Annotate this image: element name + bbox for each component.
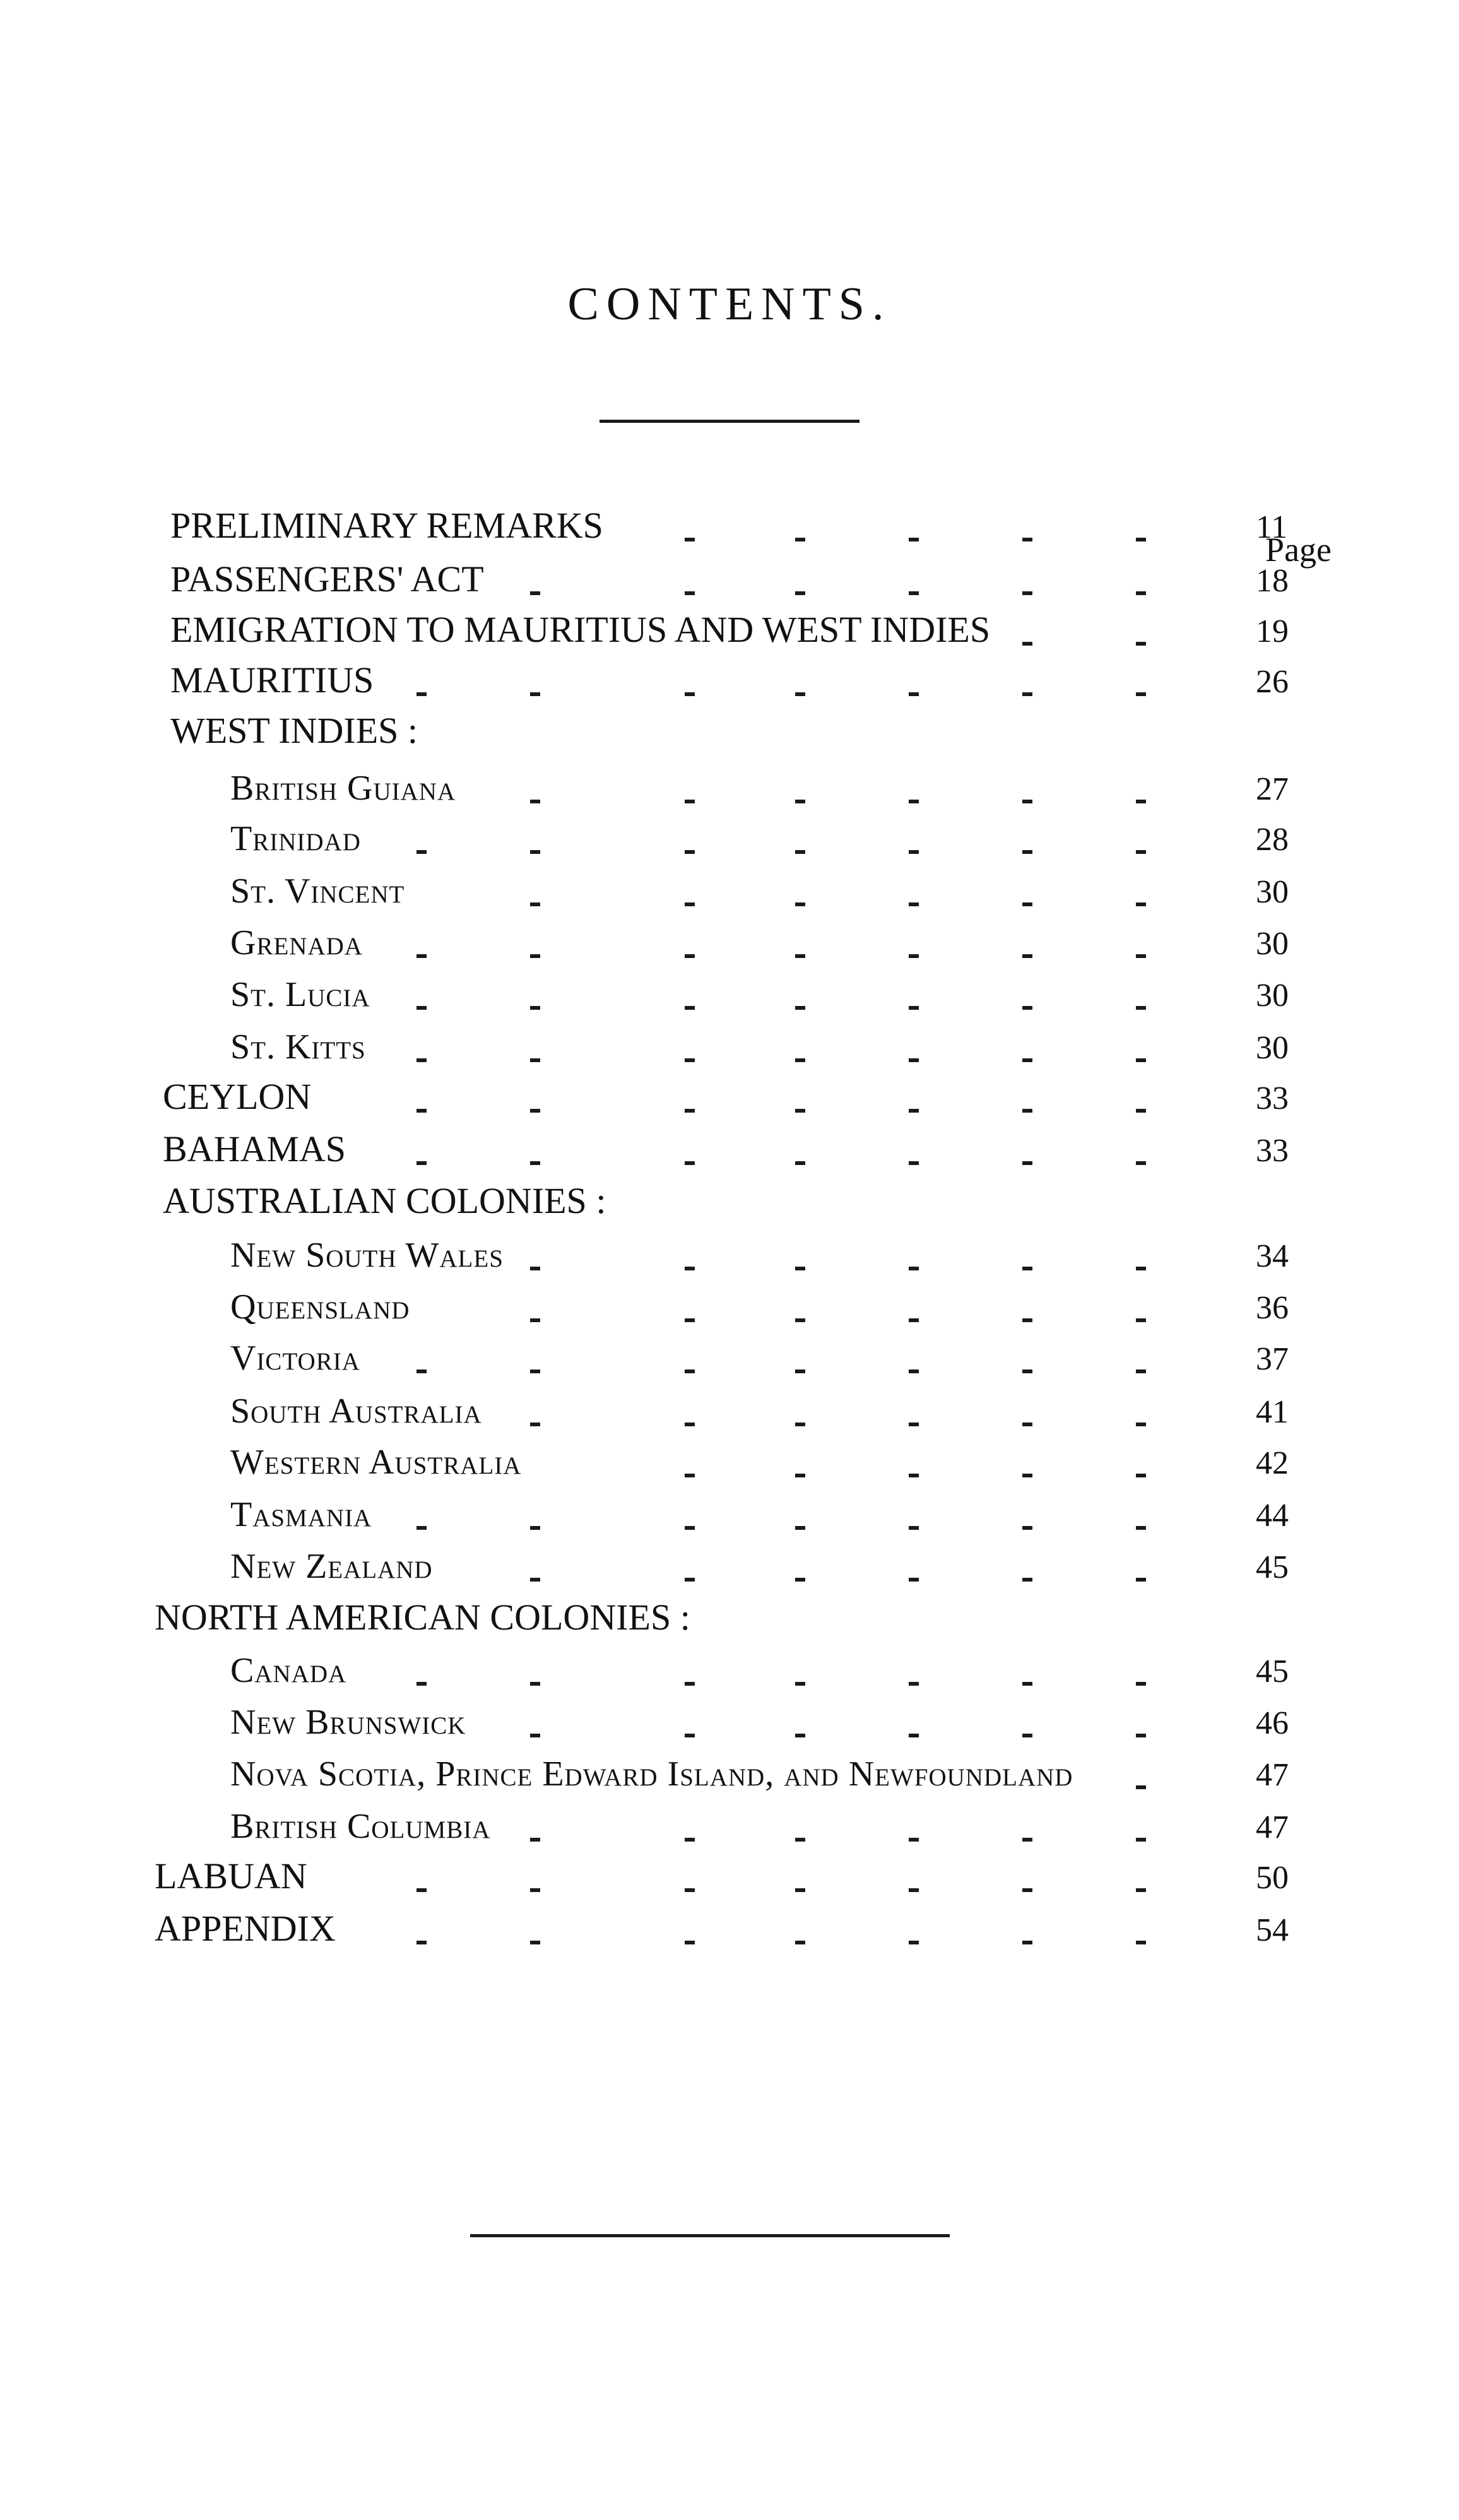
leader-dash <box>530 1526 540 1530</box>
leader-dash <box>795 1474 805 1477</box>
toc-entry-page: 50 <box>1256 1860 1289 1896</box>
leader-dash <box>1022 1838 1032 1842</box>
leader-dash <box>1022 1682 1032 1686</box>
toc-entry <box>0 759 1459 811</box>
toc-entry-page: 47 <box>1256 1809 1289 1845</box>
leader-dash <box>530 1734 540 1737</box>
page-title: CONTENTS. <box>567 278 892 330</box>
toc-entry-page: 34 <box>1256 1238 1289 1274</box>
toc-entry <box>0 1173 1459 1224</box>
toc-entry <box>0 1589 1459 1641</box>
toc-entry-page: 30 <box>1256 926 1289 962</box>
leader-dash <box>685 1941 695 1944</box>
toc-entry-page: 33 <box>1256 1080 1289 1116</box>
leader-dash <box>685 1318 695 1322</box>
leader-dash <box>1022 1578 1032 1582</box>
leader-dash <box>530 591 540 595</box>
leader-dash <box>909 1161 919 1165</box>
leader-dash <box>1136 1682 1146 1686</box>
toc-leader-dashes <box>0 793 1459 806</box>
toc-entry <box>0 1226 1459 1278</box>
leader-dash <box>1136 850 1146 854</box>
leader-dash <box>685 692 695 696</box>
toc-entry-title: Queensland <box>230 1287 410 1327</box>
leader-dash <box>795 1369 805 1373</box>
toc-leader-dashes <box>0 896 1459 909</box>
toc-entry-title: MAURITIUS <box>170 660 374 701</box>
toc-entry <box>0 1848 1459 1900</box>
leader-dash <box>909 1941 919 1944</box>
toc-entry-title: EMIGRATION TO MAURITIUS AND WEST INDIES <box>170 609 991 650</box>
leader-dash <box>685 1734 695 1737</box>
leader-dash <box>1022 642 1032 646</box>
leader-dash <box>1136 1369 1146 1373</box>
leader-dash <box>1022 1161 1032 1165</box>
toc-entry-title: British Columbia <box>230 1807 491 1846</box>
toc-leader-dashes <box>0 1312 1459 1325</box>
leader-dash <box>1136 1785 1146 1789</box>
toc-entry-page: 54 <box>1256 1912 1289 1948</box>
leader-dash <box>685 538 695 541</box>
leader-dash <box>685 1423 695 1426</box>
leader-dash <box>909 1526 919 1530</box>
leader-dash <box>909 902 919 906</box>
toc-entry-page: 30 <box>1256 874 1289 910</box>
leader-dash <box>1136 642 1146 646</box>
leader-dash <box>530 1578 540 1582</box>
toc-entry <box>0 862 1459 914</box>
leader-dash <box>1136 538 1146 541</box>
leader-dash <box>795 1161 805 1165</box>
leader-dash <box>909 1109 919 1113</box>
leader-dash <box>530 1682 540 1686</box>
leader-dash <box>1136 1267 1146 1270</box>
toc-entry-title: British Guiana <box>230 769 456 808</box>
leader-dash <box>685 850 695 854</box>
leader-dash <box>530 1109 540 1113</box>
leader-dash <box>795 850 805 854</box>
leader-dash <box>795 692 805 696</box>
leader-dash <box>795 954 805 958</box>
leader-dash <box>685 902 695 906</box>
toc-entry <box>0 601 1459 653</box>
leader-dash <box>530 1006 540 1010</box>
leader-dash <box>1022 850 1032 854</box>
leader-dash <box>1022 1941 1032 1944</box>
toc-entry-page: 37 <box>1256 1341 1289 1377</box>
leader-dash <box>795 1838 805 1842</box>
toc-entry-page: 30 <box>1256 1030 1289 1066</box>
leader-dash <box>530 692 540 696</box>
leader-dash <box>1136 1888 1146 1892</box>
bottom-divider <box>470 2234 950 2237</box>
toc-entry-page: 46 <box>1256 1705 1289 1741</box>
toc-entry-title: PASSENGERS' ACT <box>170 559 484 600</box>
toc-leader-dashes <box>0 1363 1459 1376</box>
leader-dash <box>795 1318 805 1322</box>
leader-dash <box>685 1474 695 1477</box>
toc-entry-title: St. Kitts <box>230 1027 366 1067</box>
leader-dash <box>685 1369 695 1373</box>
leader-dash <box>530 1888 540 1892</box>
leader-dash <box>416 1369 427 1373</box>
leader-dash <box>685 1267 695 1270</box>
toc-entry-title: St. Vincent <box>230 872 405 911</box>
toc-entry-title: New Zealand <box>230 1547 433 1586</box>
toc-entry <box>0 1693 1459 1745</box>
leader-dash <box>909 1888 919 1892</box>
leader-dash <box>530 1267 540 1270</box>
toc-entry-title: Nova Scotia, Prince Edward Island, and Newfoundland <box>230 1754 1073 1794</box>
leader-dash <box>530 800 540 803</box>
leader-dash <box>416 692 427 696</box>
leader-dash <box>909 1318 919 1322</box>
leader-dash <box>1022 1888 1032 1892</box>
toc-entry <box>0 1797 1459 1849</box>
leader-dash <box>795 1109 805 1113</box>
toc-entry-page: 36 <box>1256 1290 1289 1326</box>
leader-dash <box>1136 692 1146 696</box>
leader-dash <box>1022 1109 1032 1113</box>
leader-dash <box>1136 1423 1146 1426</box>
leader-dash <box>909 1369 919 1373</box>
toc-entry <box>0 966 1459 1017</box>
leader-dash <box>685 954 695 958</box>
toc-entry-page: 30 <box>1256 978 1289 1014</box>
leader-dash <box>416 850 427 854</box>
leader-dash <box>795 1526 805 1530</box>
toc-entry-page: 47 <box>1256 1757 1289 1793</box>
toc-entry-page: 28 <box>1256 822 1289 858</box>
leader-dash <box>416 1941 427 1944</box>
leader-dash <box>1022 1058 1032 1062</box>
leader-dash <box>685 1161 695 1165</box>
leader-dash <box>1136 1006 1146 1010</box>
leader-dash <box>909 1267 919 1270</box>
toc-entry-title: Western Australia <box>230 1443 522 1482</box>
leader-dash <box>685 1682 695 1686</box>
leader-dash <box>1136 1474 1146 1477</box>
toc-entry-page: 11 <box>1256 509 1288 545</box>
leader-dash <box>685 1888 695 1892</box>
toc-entry <box>0 810 1459 861</box>
leader-dash <box>1022 954 1032 958</box>
leader-dash <box>795 1682 805 1686</box>
leader-dash <box>530 1058 540 1062</box>
toc-entry-title: PRELIMINARY REMARKS <box>170 505 603 546</box>
toc-entry <box>0 1745 1459 1797</box>
leader-dash <box>909 591 919 595</box>
leader-dash <box>1022 1267 1032 1270</box>
toc-entry <box>0 1642 1459 1693</box>
leader-dash <box>416 1058 427 1062</box>
toc-entry-page: 33 <box>1256 1133 1289 1169</box>
toc-entry-title: Grenada <box>230 923 363 962</box>
toc-leader-dashes <box>0 1260 1459 1273</box>
toc-leader-dashes <box>0 1727 1459 1740</box>
leader-dash <box>909 800 919 803</box>
toc-entry <box>0 1433 1459 1485</box>
leader-dash <box>909 538 919 541</box>
leader-dash <box>685 591 695 595</box>
toc-leader-dashes <box>0 1571 1459 1584</box>
leader-dash <box>685 1058 695 1062</box>
toc-entry <box>0 1900 1459 1952</box>
leader-dash <box>909 1006 919 1010</box>
toc-entry-page: 18 <box>1256 563 1289 599</box>
leader-dash <box>685 800 695 803</box>
toc-entry-title: South Australia <box>230 1392 482 1431</box>
toc-entry-title: New Brunswick <box>230 1703 466 1742</box>
leader-dash <box>1022 538 1032 541</box>
leader-dash <box>1136 902 1146 906</box>
leader-dash <box>909 954 919 958</box>
leader-dash <box>1136 1109 1146 1113</box>
toc-entry-page: 45 <box>1256 1653 1289 1689</box>
toc-entry <box>0 1278 1459 1330</box>
leader-dash <box>1136 1318 1146 1322</box>
leader-dash <box>1022 1006 1032 1010</box>
leader-dash <box>1022 1734 1032 1737</box>
leader-dash <box>795 1423 805 1426</box>
toc-entry-title: LABUAN <box>155 1855 307 1896</box>
leader-dash <box>1022 1318 1032 1322</box>
leader-dash <box>530 1838 540 1842</box>
leader-dash <box>416 954 427 958</box>
toc-entry-page: 44 <box>1256 1498 1289 1534</box>
toc-entry <box>0 1121 1459 1173</box>
toc-leader-dashes <box>0 1000 1459 1012</box>
leader-dash <box>530 1161 540 1165</box>
toc-leader-dashes <box>0 1676 1459 1688</box>
toc-entry <box>0 1329 1459 1381</box>
leader-dash <box>795 591 805 595</box>
leader-dash <box>416 1526 427 1530</box>
leader-dash <box>909 1423 919 1426</box>
leader-dash <box>530 1941 540 1944</box>
leader-dash <box>1022 1474 1032 1477</box>
toc-leader-dashes <box>0 1467 1459 1480</box>
leader-dash <box>1022 1423 1032 1426</box>
leader-dash <box>685 1006 695 1010</box>
toc-leader-dashes <box>0 1520 1459 1532</box>
leader-dash <box>1136 954 1146 958</box>
leader-dash <box>795 1006 805 1010</box>
toc-entry <box>0 702 1459 754</box>
leader-dash <box>685 1838 695 1842</box>
toc-entry <box>0 1537 1459 1589</box>
toc-entry-title: BAHAMAS <box>163 1128 346 1169</box>
leader-dash <box>1136 1941 1146 1944</box>
leader-dash <box>530 954 540 958</box>
leader-dash <box>1022 1526 1032 1530</box>
leader-dash <box>1022 902 1032 906</box>
leader-dash <box>416 1161 427 1165</box>
leader-dash <box>909 1474 919 1477</box>
leader-dash <box>909 1838 919 1842</box>
toc-entry-title: NORTH AMERICAN COLONIES : <box>155 1597 690 1638</box>
toc-entry-title: Tasmania <box>230 1495 372 1534</box>
toc-entry-page: 42 <box>1256 1445 1289 1481</box>
toc-leader-dashes <box>0 948 1459 961</box>
leader-dash <box>416 1006 427 1010</box>
leader-dash <box>685 1109 695 1113</box>
toc-leader-dashes <box>0 844 1459 856</box>
toc-entry <box>0 652 1459 704</box>
leader-dash <box>1136 1838 1146 1842</box>
leader-dash <box>530 902 540 906</box>
leader-dash <box>1136 1526 1146 1530</box>
toc-entry <box>0 551 1459 603</box>
leader-dash <box>1136 1058 1146 1062</box>
leader-dash <box>795 800 805 803</box>
toc-entry-page: 19 <box>1256 613 1289 649</box>
leader-dash <box>795 1888 805 1892</box>
leader-dash <box>909 692 919 696</box>
toc-entry-title: New South Wales <box>230 1236 504 1275</box>
toc-entry-title: AUSTRALIAN COLONIES : <box>163 1180 606 1221</box>
leader-dash <box>1136 1161 1146 1165</box>
toc-entry <box>0 1018 1459 1070</box>
toc-entry <box>0 1486 1459 1537</box>
leader-dash <box>685 1578 695 1582</box>
toc-entry-title: CEYLON <box>163 1076 312 1117</box>
leader-dash <box>1136 1578 1146 1582</box>
leader-dash <box>795 1267 805 1270</box>
leader-dash <box>530 1423 540 1426</box>
toc-entry-title: Canada <box>230 1651 347 1690</box>
toc-entry-page: 41 <box>1256 1394 1289 1430</box>
leader-dash <box>685 1526 695 1530</box>
leader-dash <box>1022 1369 1032 1373</box>
toc-leader-dashes <box>0 1831 1459 1844</box>
toc-entry <box>0 1382 1459 1434</box>
toc-entry-title: APPENDIX <box>155 1908 336 1949</box>
leader-dash <box>795 1734 805 1737</box>
leader-dash <box>795 538 805 541</box>
leader-dash <box>909 850 919 854</box>
leader-dash <box>795 1941 805 1944</box>
leader-dash <box>1022 591 1032 595</box>
leader-dash <box>909 1578 919 1582</box>
leader-dash <box>530 1318 540 1322</box>
leader-dash <box>795 902 805 906</box>
toc-entry-title: WEST INDIES : <box>170 710 418 751</box>
leader-dash <box>909 1734 919 1737</box>
leader-dash <box>909 1682 919 1686</box>
toc-entry <box>0 497 1459 549</box>
leader-dash <box>909 1058 919 1062</box>
leader-dash <box>416 1109 427 1113</box>
leader-dash <box>416 1682 427 1686</box>
toc-entry-title: Trinidad <box>230 819 361 858</box>
leader-dash <box>1022 692 1032 696</box>
toc-entry <box>0 914 1459 966</box>
leader-dash <box>1136 800 1146 803</box>
toc-entry-page: 27 <box>1256 771 1289 807</box>
toc-entry-title: St. Lucia <box>230 975 370 1014</box>
leader-dash <box>416 1888 427 1892</box>
leader-dash <box>1136 591 1146 595</box>
leader-dash <box>530 1369 540 1373</box>
toc-entry-title: Victoria <box>230 1339 360 1378</box>
leader-dash <box>1136 1734 1146 1737</box>
toc-entry <box>0 1068 1459 1120</box>
toc-leader-dashes <box>0 1052 1459 1065</box>
page-column-label: Page <box>1265 531 1332 569</box>
leader-dash <box>530 850 540 854</box>
leader-dash <box>795 1058 805 1062</box>
toc-leader-dashes <box>0 1416 1459 1429</box>
toc-entry-page: 45 <box>1256 1549 1289 1585</box>
leader-dash <box>795 1578 805 1582</box>
toc-entry-page: 26 <box>1256 664 1289 700</box>
leader-dash <box>1022 800 1032 803</box>
